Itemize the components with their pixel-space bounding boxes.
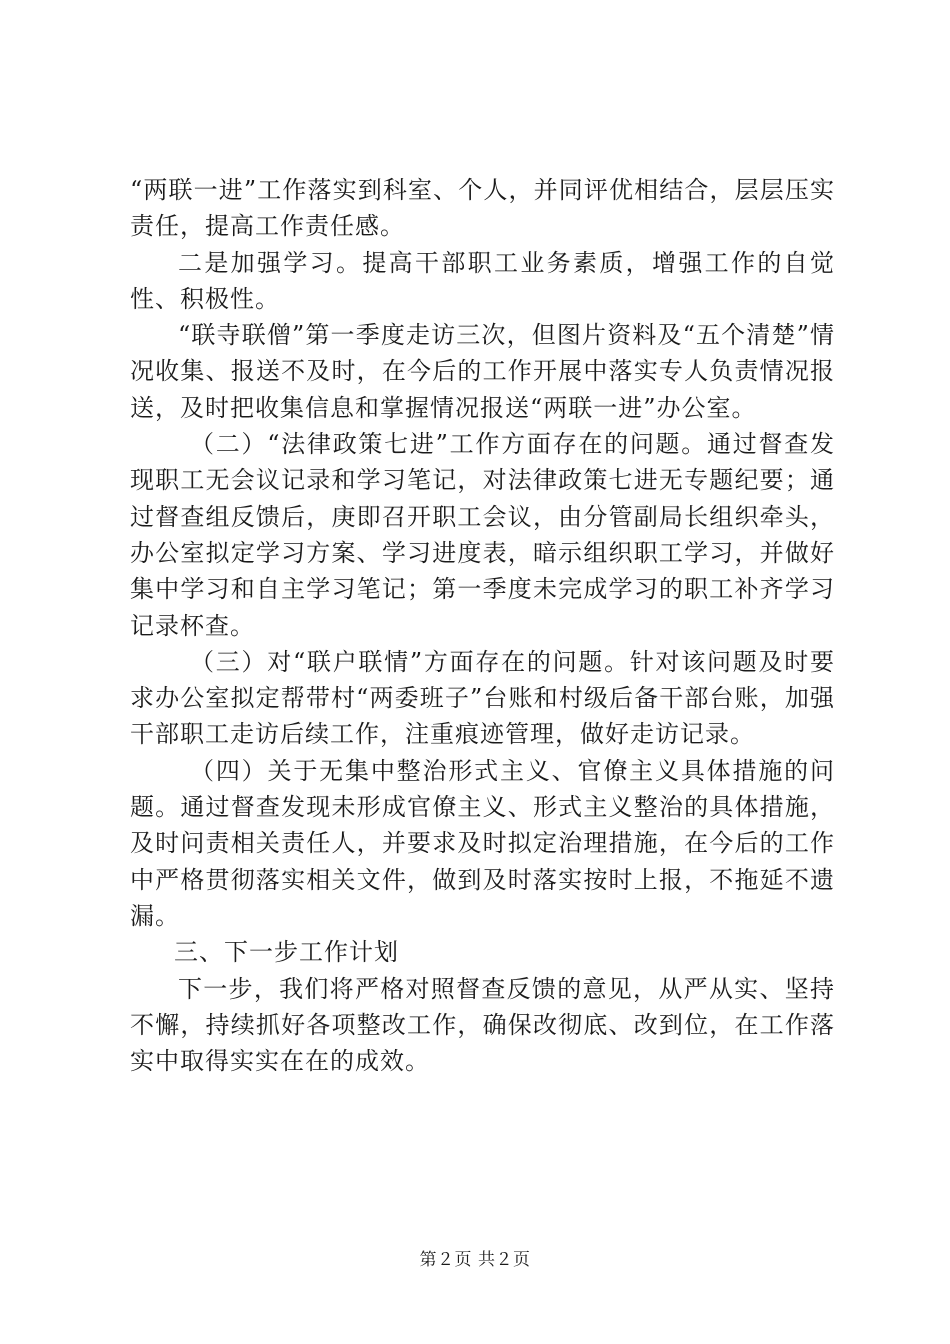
paragraph-section-two: （二）“法律政策七进”工作方面存在的问题。通过督查发现职工无会议记录和学习笔记，对法律政策七进无专题纪要；通过督查组反馈后，庚即召开职工会议，由分管副局长组织牵头，办公室拟定学习方案、学习进度表，暗示组织职工学习，并做好集中学习和自主学习笔记；第一季度未完成学习的职工补齐学习记录杯查。 [130, 430, 835, 640]
paragraph-next-steps: 下一步，我们将严格对照督查反馈的意见，从严从实、坚持不懈，持续抓好各项整改工作，确保改彻底、改到位，在工作落实中取得实实在在的成效。 [130, 974, 835, 1076]
paragraph-continuation: “两联一进”工作落实到科室、个人，并同评优相结合，层层压实责任，提高工作责任感。 [130, 176, 835, 241]
paragraph-section-three: （三）对“联户联情”方面存在的问题。针对该问题及时要求办公室拟定帮带村“两委班子”台账和村级后备干部台账，加强干部职工走访后续工作，注重痕迹管理，做好走访记录。 [130, 647, 835, 749]
document-body [130, 172, 835, 1079]
page-number-footer: 第２页 共２页 [419, 1250, 531, 1270]
paragraph-section-four: （四）关于无集中整治形式主义、官僚主义具体措施的问题。通过督查发现未形成官僚主义、形式主义整治的具体措施，及时问责相关责任人，并要求及时拟定治理措施，在今后的工作中严格贯彻落实相关文件，做到及时落实按时上报，不拖延不遗漏。 [130, 756, 835, 930]
paragraph-study: 二是加强学习。提高干部职工业务素质，增强工作的自觉性、积极性。 [130, 248, 835, 313]
paragraph-temple-visits: “联寺联僧”第一季度走访三次，但图片资料及“五个清楚”情况收集、报送不及时，在今后的工作开展中落实专人负责情况报送，及时把收集信息和掌握情况报送“两联一进”办公室。 [130, 321, 835, 422]
section-heading-next-steps: 三、下一步工作计划 [174, 938, 399, 967]
